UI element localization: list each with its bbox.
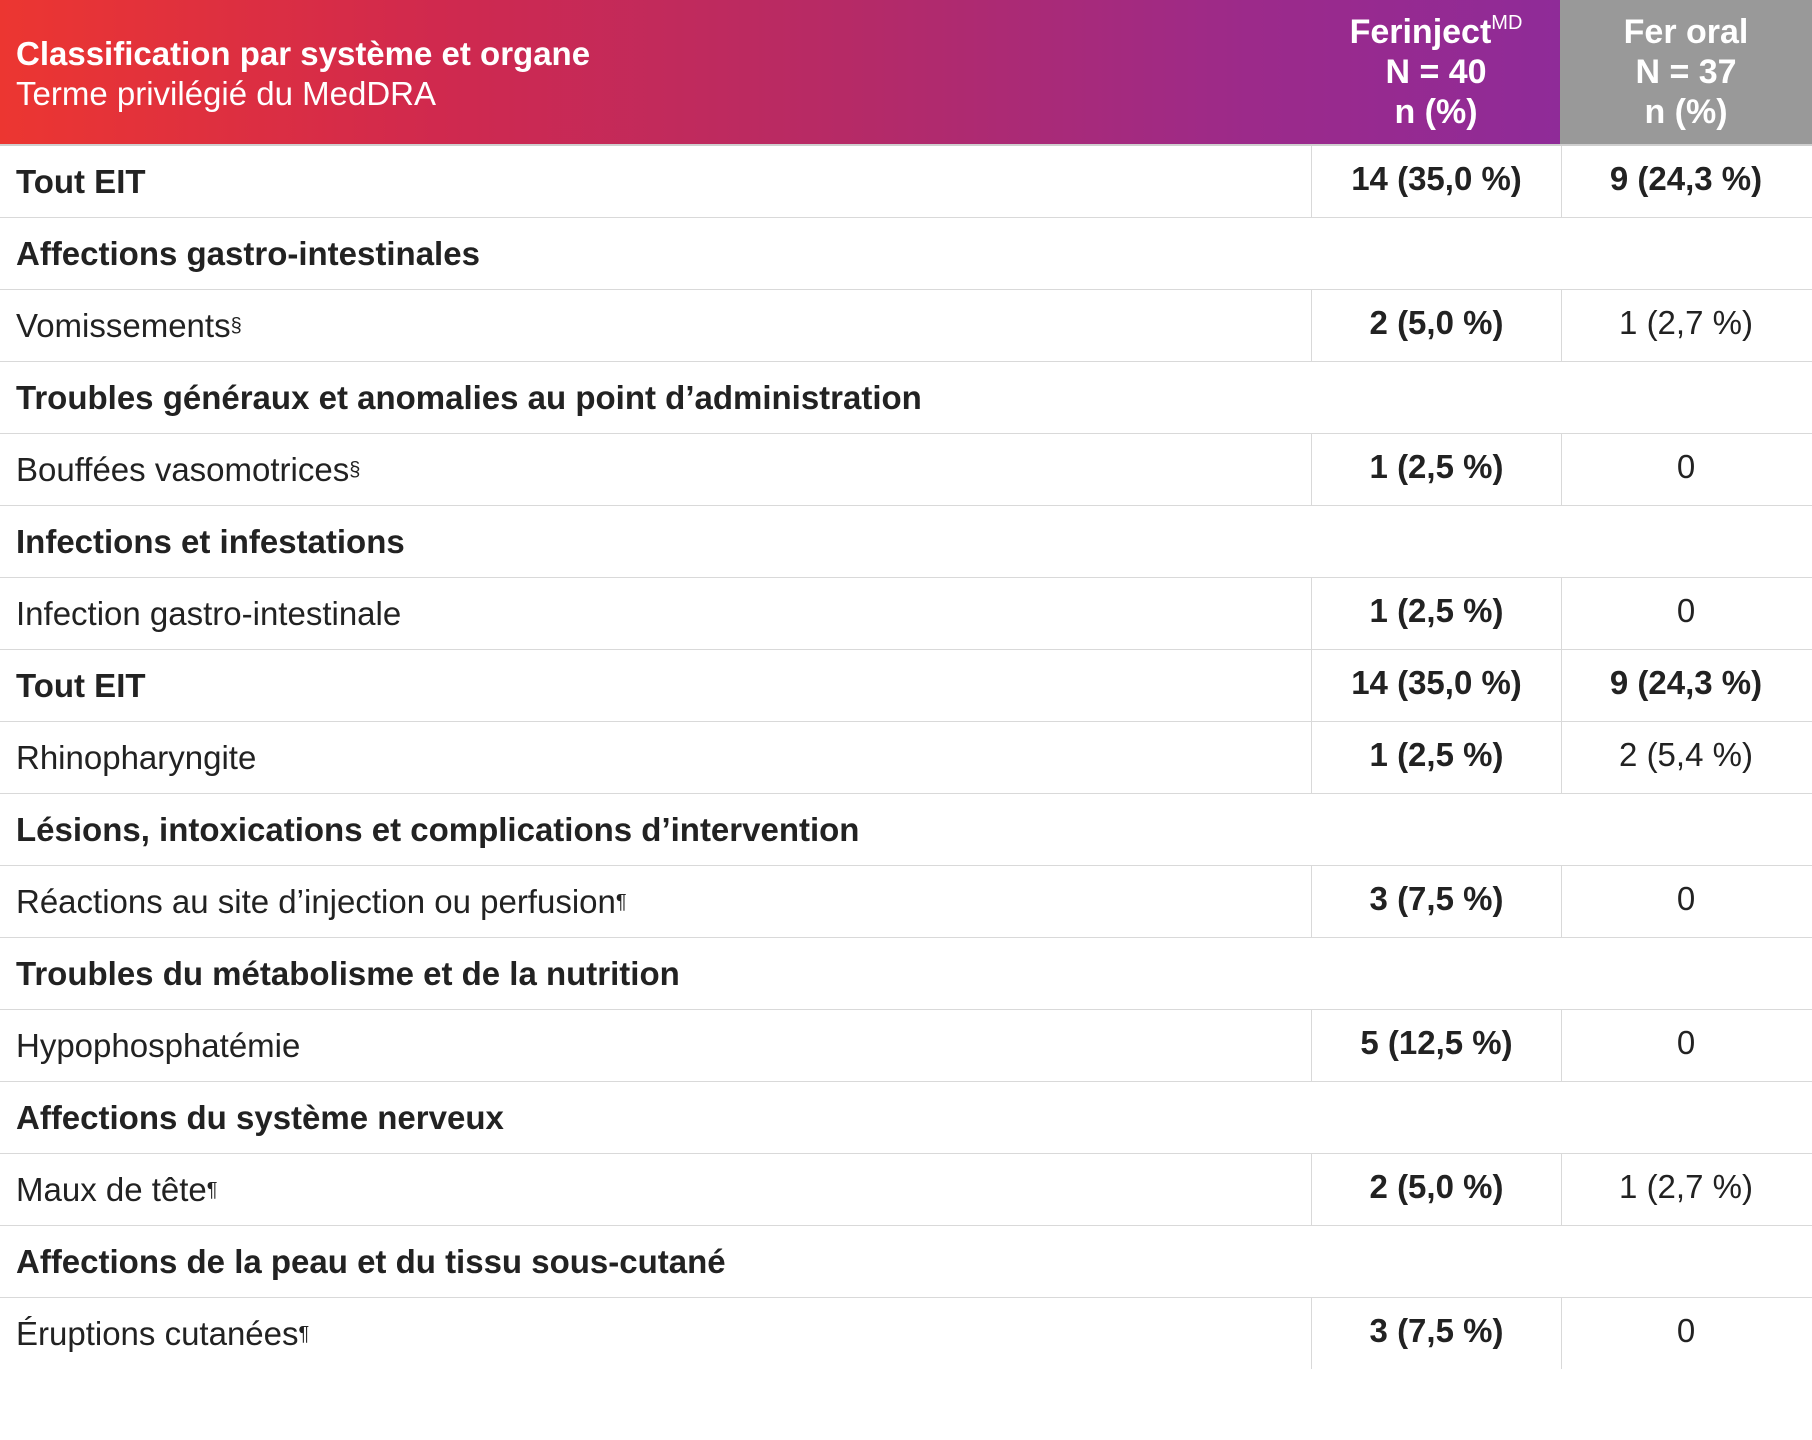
ferinject-value: 1 (2,5 %)	[1311, 722, 1561, 793]
category-row	[0, 361, 1812, 433]
label-text: Tout EIT	[16, 666, 146, 704]
label-text: Affections du système nerveux	[16, 1098, 504, 1136]
term-label: Éruptions cutanées ¶	[16, 1314, 310, 1352]
label-text: Troubles généraux et anomalies au point d’administration	[16, 378, 922, 416]
label-text: Infections et infestations	[16, 522, 405, 560]
oral-name: Fer oral	[1623, 13, 1749, 51]
category-label	[0, 362, 1812, 433]
header-subtitle: Terme privilégié du MedDRA	[16, 75, 436, 112]
oral-value: 9 (24,3 %)	[1561, 146, 1810, 217]
label-text: Bouffées vasomotrices	[16, 450, 350, 488]
category-row	[0, 505, 1812, 577]
oral-value: 0	[1561, 1298, 1810, 1369]
oral-value: 0	[1561, 866, 1810, 937]
table-row	[0, 721, 1812, 793]
ferinject-value: 3 (7,5 %)	[1311, 866, 1561, 937]
header-ferinject-column	[1312, 0, 1560, 144]
oral-value: 9 (24,3 %)	[1561, 650, 1810, 721]
oral-unit: n (%)	[1644, 93, 1728, 131]
label-text: Infection gastro-intestinale	[16, 594, 402, 632]
category-label	[0, 794, 1812, 865]
ferinject-superscript: MD	[1491, 12, 1523, 34]
category-label	[0, 218, 1812, 289]
ferinject-value: 14 (35,0 %)	[1311, 146, 1561, 217]
table-row	[0, 144, 1812, 217]
ferinject-value: 2 (5,0 %)	[1311, 1154, 1561, 1225]
category-row	[0, 793, 1812, 865]
term-label	[0, 578, 1311, 649]
label-text: Vomissements	[16, 306, 231, 344]
oral-n: N = 37	[1635, 53, 1737, 91]
category-label	[0, 938, 1812, 1009]
category-label	[0, 1226, 1812, 1297]
ferinject-value: 3 (7,5 %)	[1311, 1298, 1561, 1369]
label-text: Hypophosphatémie	[16, 1026, 301, 1064]
oral-value: 2 (5,4 %)	[1561, 722, 1810, 793]
term-label	[0, 1010, 1311, 1081]
label-text: Maux de tête	[16, 1170, 207, 1208]
oral-value: 1 (2,7 %)	[1561, 1154, 1810, 1225]
header-oral-column	[1560, 0, 1812, 144]
label-text: Affections gastro-intestinales	[16, 234, 480, 272]
header-title: Classification par système et organe	[16, 35, 591, 72]
category-label	[0, 1082, 1812, 1153]
label-text: Lésions, intoxications et complications d’intervention	[16, 810, 860, 848]
term-label: Vomissements §	[16, 306, 242, 344]
table-row	[0, 1153, 1812, 1225]
term-label	[0, 146, 1311, 217]
table-row	[0, 289, 1812, 361]
category-row	[0, 217, 1812, 289]
term-label: Bouffées vasomotrices §	[16, 450, 361, 488]
header-main-cell	[0, 0, 1560, 144]
table-row	[0, 1297, 1812, 1369]
ferinject-value: 5 (12,5 %)	[1311, 1010, 1561, 1081]
ferinject-value: 1 (2,5 %)	[1311, 434, 1561, 505]
table-row	[0, 433, 1812, 505]
term-label: Réactions au site d’injection ou perfusion ¶	[16, 882, 627, 920]
ferinject-value: 14 (35,0 %)	[1311, 650, 1561, 721]
category-label	[0, 506, 1812, 577]
ferinject-value: 1 (2,5 %)	[1311, 578, 1561, 649]
label-text: Troubles du métabolisme et de la nutrition	[16, 954, 680, 992]
table-header	[0, 0, 1812, 144]
ferinject-name: Ferinject$^{MD}$	[1349, 12, 1523, 51]
table-row	[0, 1009, 1812, 1081]
ferinject-value: 2 (5,0 %)	[1311, 290, 1561, 361]
oral-value: 0	[1561, 434, 1810, 505]
ferinject-unit: n (%)	[1394, 93, 1478, 131]
label-text: Réactions au site d’injection ou perfusion	[16, 882, 616, 920]
term-label	[0, 722, 1311, 793]
ferinject-n: N = 40	[1385, 53, 1487, 91]
oral-value: 0	[1561, 578, 1810, 649]
table-body	[0, 144, 1812, 1369]
category-row	[0, 1225, 1812, 1297]
table-row	[0, 649, 1812, 721]
table-row	[0, 865, 1812, 937]
label-text: Affections de la peau et du tissu sous-cutané	[16, 1242, 726, 1280]
label-text: Éruptions cutanées	[16, 1314, 299, 1352]
category-row	[0, 937, 1812, 1009]
oral-value: 0	[1561, 1010, 1810, 1081]
table-row	[0, 577, 1812, 649]
label-text: Tout EIT	[16, 162, 146, 200]
label-text: Rhinopharyngite	[16, 738, 257, 776]
oral-value: 1 (2,7 %)	[1561, 290, 1810, 361]
term-label: Maux de tête ¶	[16, 1170, 218, 1208]
category-row	[0, 1081, 1812, 1153]
term-label	[0, 650, 1311, 721]
